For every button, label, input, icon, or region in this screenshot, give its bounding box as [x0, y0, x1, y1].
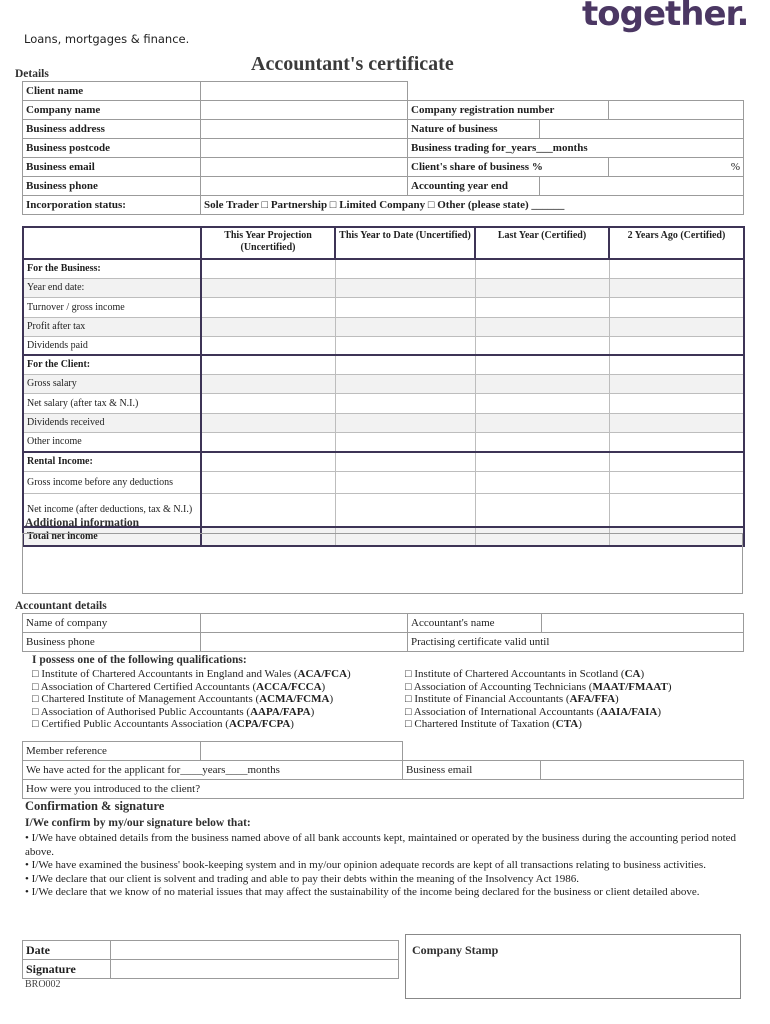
qualifications-left: [32, 668, 351, 731]
business-address-field[interactable]: [201, 120, 408, 139]
col-last-year: Last Year (Certified): [475, 227, 609, 259]
business-trading-field[interactable]: Business trading for_years___months: [408, 139, 744, 158]
brand-logo: together.: [582, 0, 749, 34]
business-postcode-field[interactable]: [201, 139, 408, 158]
additional-info-label: Additional information: [25, 517, 140, 529]
confirmation-bullet: • I/We declare that we know of no material issues that may affect the sustainability of the income being declared for the business or client detailed above.: [25, 886, 700, 899]
member-business-email-field[interactable]: [541, 761, 744, 780]
table-row: Gross salary: [23, 374, 201, 393]
table-row: Other income: [23, 432, 201, 452]
confirmation-bullets: [25, 832, 740, 900]
client-heading: For the Client:: [23, 355, 201, 374]
company-name-field[interactable]: [201, 101, 408, 120]
additional-info-field[interactable]: [22, 533, 743, 594]
company-reg-label: Company registration number: [408, 101, 609, 120]
qualification-option[interactable]: □ Association of International Accountants (AAIA/FAIA): [405, 705, 662, 718]
signature-table: [22, 940, 399, 979]
qualification-option[interactable]: □ Institute of Financial Accountants (AFA/FFA): [405, 693, 619, 705]
table-row: Profit after tax: [23, 317, 201, 336]
business-postcode-label: Business postcode: [23, 139, 201, 158]
client-name-field[interactable]: [201, 82, 408, 101]
details-label: Details: [15, 68, 49, 80]
qualifications-right: [405, 668, 671, 731]
table-row: Turnover / gross income: [23, 297, 201, 317]
details-table: [22, 81, 744, 215]
form-code: BRO002: [25, 979, 61, 990]
company-stamp-label: Company Stamp: [412, 943, 499, 957]
qualification-option[interactable]: □ Institute of Chartered Accountants in England and Wales (ACA/FCA): [32, 668, 351, 680]
page-title: Accountant's certificate: [251, 53, 454, 75]
member-reference-field[interactable]: [201, 742, 403, 761]
business-phone-label: Business phone: [23, 177, 201, 196]
qualification-option[interactable]: □ Association of Authorised Public Accountants (AAPA/FAPA): [32, 705, 315, 718]
col-this-year-projection: This Year Projection (Uncertified): [201, 227, 335, 259]
qualification-option[interactable]: □ Association of Accounting Technicians (MAAT/FMAAT): [405, 680, 672, 693]
confirmation-subheading: I/We confirm by my/our signature below that:: [25, 817, 251, 829]
table-row: Gross income before any deductions: [23, 471, 201, 493]
business-email-label: Business email: [23, 158, 201, 177]
name-of-company-label: Name of company: [23, 614, 201, 633]
table-row: Year end date:: [23, 278, 201, 297]
name-of-company-field[interactable]: [201, 614, 408, 633]
accountant-phone-field[interactable]: [201, 633, 408, 652]
company-stamp-box[interactable]: [405, 934, 741, 999]
accounting-year-end-field[interactable]: [540, 177, 744, 196]
qualifications-heading: I possess one of the following qualifications:: [32, 654, 247, 666]
confirmation-bullet: • I/We declare that our client is solvent and trading and able to pay their debts within the meaning of the Insolvency Act 1986.: [25, 872, 580, 885]
confirmation-bullet: • I/We have examined the business' book-keeping system and in my/our opinion adequate records are kept of all transactions relating to business activities.: [25, 859, 706, 872]
confirmation-heading: Confirmation & signature: [25, 799, 165, 813]
rental-heading: Rental Income:: [23, 452, 201, 471]
table-row: Net income (after deductions, tax & N.I.): [23, 493, 201, 527]
business-phone-field[interactable]: [201, 177, 408, 196]
client-share-field[interactable]: %: [609, 158, 744, 177]
practising-cert-field[interactable]: Practising certificate valid until: [408, 633, 744, 652]
date-field[interactable]: [111, 941, 399, 960]
confirmation-bullet: • I/We have obtained details from the business named above of all bank accounts kept, maintained or operated by the business during the accounting period noted above.: [25, 832, 737, 858]
accountant-details-label: Accountant details: [15, 600, 107, 612]
nature-of-business-label: Nature of business: [408, 120, 540, 139]
member-reference-label: Member reference: [23, 742, 201, 761]
client-name-label: Client name: [23, 82, 201, 101]
table-row: Dividends received: [23, 413, 201, 432]
table-row: Net salary (after tax & N.I.): [23, 393, 201, 413]
nature-of-business-field[interactable]: [540, 120, 744, 139]
accountant-table: [22, 613, 744, 652]
date-label: Date: [23, 941, 111, 960]
accountants-name-label: Accountant's name: [408, 614, 542, 633]
col-2-years-ago: 2 Years Ago (Certified): [609, 227, 744, 259]
qualification-option[interactable]: □ Association of Chartered Certified Accountants (ACCA/FCCA): [32, 680, 326, 693]
qualification-option[interactable]: □ Chartered Institute of Management Accountants (ACMA/FCMA): [32, 693, 334, 705]
financials-table: [22, 226, 745, 547]
client-share-label: Client's share of business %: [408, 158, 609, 177]
member-business-email-label: Business email: [403, 761, 541, 780]
table-row: Dividends paid: [23, 336, 201, 355]
qualification-option[interactable]: □ Chartered Institute of Taxation (CTA): [405, 718, 582, 730]
acted-for-field[interactable]: We have acted for the applicant for____years____months: [23, 761, 403, 780]
brand-tagline: Loans, mortgages & finance.: [24, 32, 190, 46]
accounting-year-end-label: Accounting year end: [408, 177, 540, 196]
incorporation-status-label: Incorporation status:: [23, 196, 201, 215]
business-heading: For the Business:: [23, 259, 201, 278]
signature-label: Signature: [23, 960, 111, 979]
accountant-phone-label: Business phone: [23, 633, 201, 652]
signature-field[interactable]: [111, 960, 399, 979]
business-email-field[interactable]: [201, 158, 408, 177]
business-address-label: Business address: [23, 120, 201, 139]
qualification-option[interactable]: □ Certified Public Accountants Association (ACPA/FCPA): [32, 718, 294, 730]
company-name-label: Company name: [23, 101, 201, 120]
member-table: [22, 741, 744, 799]
qualification-option[interactable]: □ Institute of Chartered Accountants in Scotland (CA): [405, 668, 645, 680]
total-net-income-label: Total net income: [23, 527, 201, 546]
col-this-year-to-date: This Year to Date (Uncertified): [335, 227, 475, 259]
company-reg-field[interactable]: [609, 101, 744, 120]
introduced-field[interactable]: How were you introduced to the client?: [23, 780, 744, 799]
incorporation-status-options[interactable]: Sole Trader □ Partnership □ Limited Company □ Other (please state) ______: [201, 196, 744, 215]
accountants-name-field[interactable]: [542, 614, 744, 633]
